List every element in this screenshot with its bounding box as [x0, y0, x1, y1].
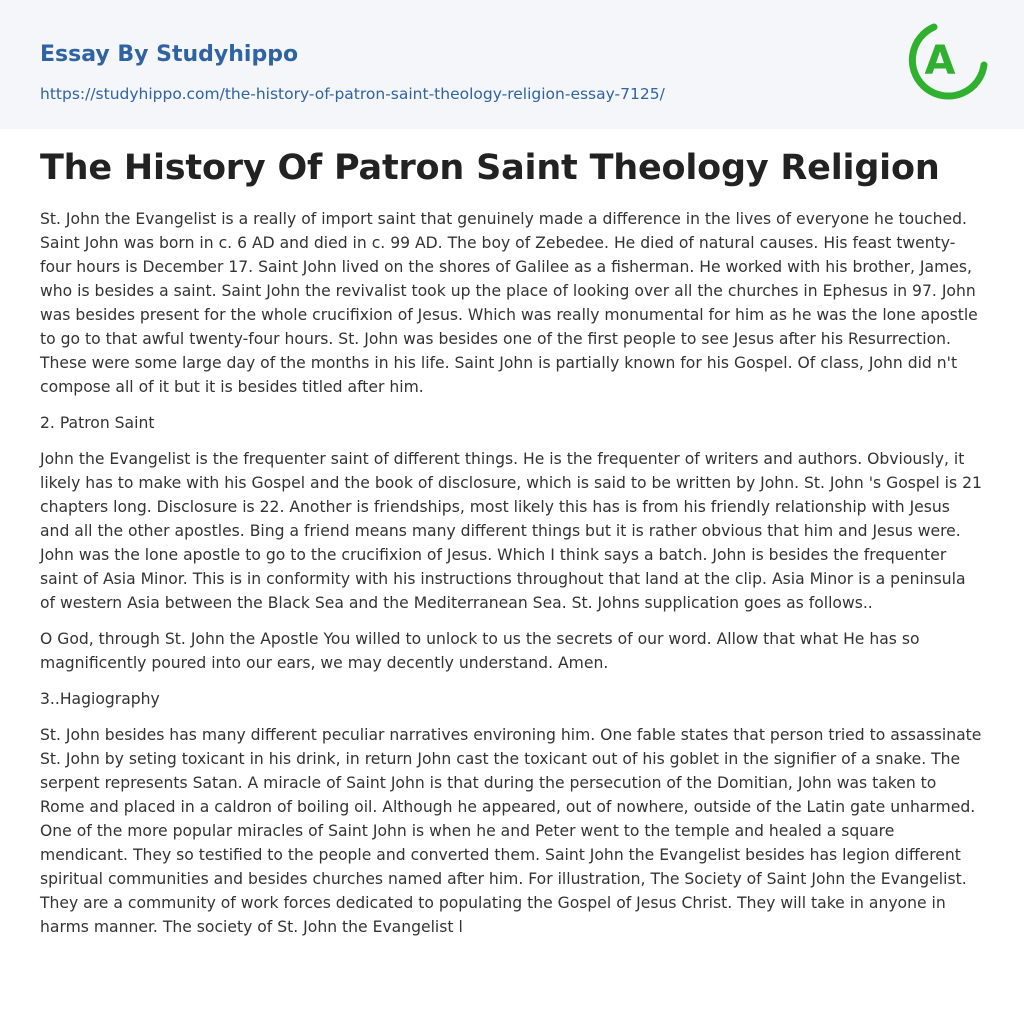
section-heading-hagiography: 3..Hagiography	[40, 690, 160, 708]
essay-url-link[interactable]: https://studyhippo.com/the-history-of-patron-saint-theology-religion-essay-7125/	[40, 85, 665, 103]
article-paragraph: St. John the Evangelist is a really of import saint that genuinely made a difference in the lives of everyone he touched. Saint John was born in c. 6 AD and died in c. 99 AD. The boy of Zebedee. He died of natural causes. His feast twenty-four hours is December 17. Saint John lived on the shores of Galilee as a fisherman. He worked with his brother, James, who is besides a saint. Saint John the revivalist took up the place of looking over all the churches in Ephesus in 97. John was besides present for the whole crucifixion of Jesus. Which was really monumental for him as he was the lone apostle to go to that awful twenty-four hours. St. John was besides one of the first people to see Jesus after his Resurrection. These were some large day of the months in his life. Saint John is partially known for his Gospel. Of class, John did n't compose all of it but it is besides titled after him.	[40, 210, 978, 396]
article	[40, 145, 984, 951]
site-brand[interactable]: Essay By Studyhippo	[40, 42, 299, 67]
logo-letter: A	[924, 38, 956, 84]
site-header	[0, 0, 1024, 129]
article-paragraph: St. John besides has many different peculiar narratives environing him. One fable states that person tried to assassinate St. John by seting toxicant in his drink, in return John cast the toxicant out of his goblet in the signifier of a snake. The serpent represents Satan. A miracle of Saint John is that during the persecution of the Domitian, John was taken to Rome and placed in a caldron of boiling oil. Although he appeared, out of nowhere, outside of the Latin gate unharmed. One of the more popular miracles of Saint John is when he and Peter went to the temple and healed a square mendicant. They so testified to the people and converted them. Saint John the Evangelist besides has legion different spiritual communities and besides churches named after him. For illustration, The Society of Saint John the Evangelist. They are a community of work forces dedicated to populating the Gospel of Jesus Christ. They will take in anyone in harms manner. The society of St. John the Evangelist l	[40, 726, 982, 936]
prayer-paragraph: O God, through St. John the Apostle You willed to unlock to us the secrets of our word. Allow that what He has so magnificently poured into our ears, we may decently understand. Amen.	[40, 630, 920, 672]
article-paragraph: John the Evangelist is the frequenter saint of different things. He is the frequenter of writers and authors. Obviously, it likely has to make with his Gospel and the book of disclosure, which is said to be written by John. St. John 's Gospel is 21 chapters long. Disclosure is 22. Another is friendships, most likely this has is from his friendly relationship with Jesus and all the other apostles. Bing a friend means many different things but it is rather obvious that him and Jesus were. John was the lone apostle to go to the crucifixion of Jesus. Which I think says a batch. John is besides the frequenter saint of Asia Minor. This is in conformity with his instructions throughout that land at the clip. Asia Minor is a peninsula of western Asia between the Black Sea and the Mediterranean Sea. St. Johns supplication goes as follows..	[40, 450, 982, 612]
article-title: The History Of Patron Saint Theology Religion	[40, 148, 940, 188]
section-heading-patron-saint: 2. Patron Saint	[40, 414, 155, 432]
studyhippo-logo-icon[interactable]	[908, 19, 992, 103]
